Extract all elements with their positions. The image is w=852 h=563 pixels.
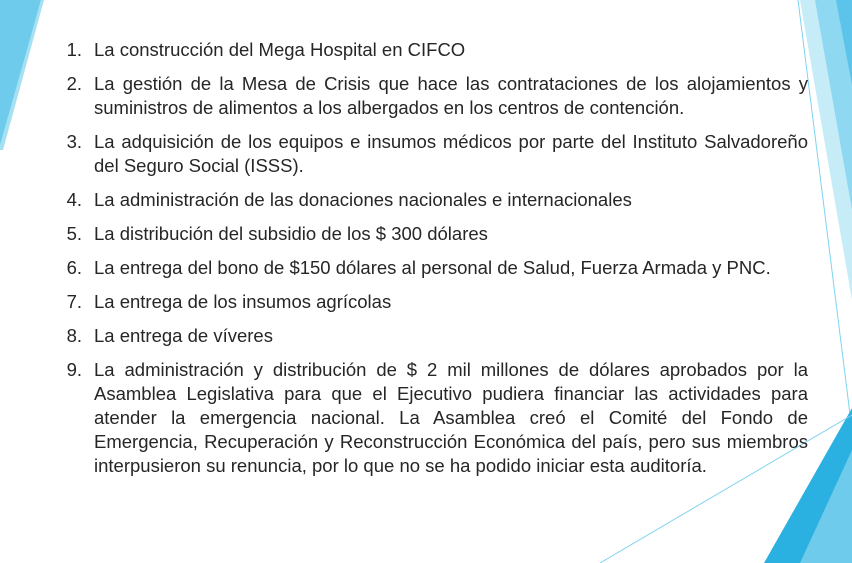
list-number: 5. — [66, 223, 82, 244]
list-item — [46, 256, 808, 280]
numbered-list — [46, 38, 808, 488]
list-item — [46, 324, 808, 348]
list-item — [46, 38, 808, 62]
list-text: La adquisición de los equipos e insumos médicos por parte del Instituto Salvadoreño del Seguro Social (ISSS). — [94, 131, 808, 176]
list-number: 7. — [66, 291, 82, 312]
list-text: La entrega del bono de $150 dólares al personal de Salud, Fuerza Armada y PNC. — [94, 257, 771, 278]
list-item — [46, 290, 808, 314]
list-item — [46, 222, 808, 246]
list-number: 4. — [66, 189, 82, 210]
list-item — [46, 72, 808, 120]
list-text: La administración de las donaciones nacionales e internacionales — [94, 189, 632, 210]
list-text: La distribución del subsidio de los $ 300 dólares — [94, 223, 488, 244]
list-number: 8. — [66, 325, 82, 346]
list-text: La construcción del Mega Hospital en CIFCO — [94, 39, 466, 60]
list-number: 2. — [66, 73, 82, 94]
list-number: 6. — [66, 257, 82, 278]
list-item — [46, 130, 808, 178]
list-text: La gestión de la Mesa de Crisis que hace las contrataciones de los alojamientos y suministros de alimentos a los albergados en los centros de contención. — [94, 73, 808, 118]
list-item — [46, 188, 808, 212]
list-text: La entrega de los insumos agrícolas — [94, 291, 392, 312]
list-text: La administración y distribución de $ 2 mil millones de dólares aprobados por la Asamblea Legislativa para que el Ejecutivo pudiera financiar las actividades para atender la emergencia nacional. La Asamblea creó el Comité del Fondo de Emergencia, Recuperación y Reconstrucción Económica del país, pero sus miembros interpusieron su renuncia, por lo que no se ha podido iniciar esta auditoría. — [94, 359, 808, 476]
list-text: La entrega de víveres — [94, 325, 273, 346]
list-number: 9. — [66, 359, 82, 380]
list-number: 1. — [66, 39, 82, 60]
list-item — [46, 358, 808, 478]
list-number: 3. — [66, 131, 82, 152]
